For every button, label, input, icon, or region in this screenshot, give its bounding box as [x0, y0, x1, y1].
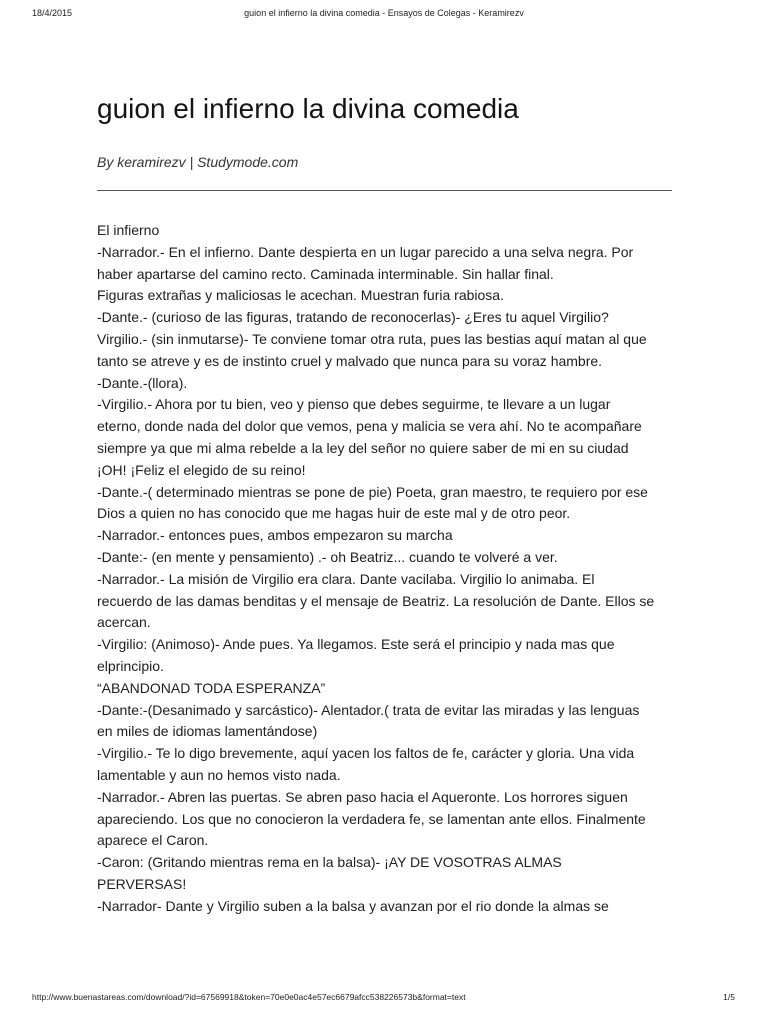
body-text-line: ¡OH! ¡Feliz el elegido de su reino!	[97, 461, 306, 478]
body-text-line: eterno, donde nada del dolor que vemos, pena y malicia se vera ahí. No te acompañare	[97, 418, 642, 435]
print-date: 18/4/2015	[32, 8, 73, 18]
body-text-line: -Virgilio.- Te lo digo brevemente, aquí yacen los faltos de fe, carácter y gloria. Una vida	[97, 745, 635, 762]
body-text-line: -Dante.-(llora).	[97, 374, 188, 391]
body-text-line: siempre ya que mi alma rebelde a la ley del señor no quiere saber de mi en su ciudad	[97, 439, 629, 456]
body-text-line: -Narrador.- Abren las puertas. Se abren paso hacia el Aqueronte. Los horrores siguen	[97, 788, 628, 805]
print-page-title: guion el infierno la divina comedia - Ensayos de Colegas - Keramirezv	[244, 8, 524, 18]
body-text-line: apareciendo. Los que no conocieron la verdadera fe, se lamentan ante ellos. Finalmente	[97, 810, 646, 827]
body-text-line: -Dante.- (curioso de las figuras, tratando de reconocerlas)- ¿Eres tu aquel Virgilio?	[97, 309, 609, 326]
body-text-line: recuerdo de las damas benditas y el mensaje de Beatriz. La resolución de Dante. Ellos se	[97, 592, 655, 609]
body-text-line: -Virgilio: (Animoso)- Ande pues. Ya llegamos. Este será el principio y nada mas que	[97, 636, 615, 653]
page-number: 1/5	[723, 992, 735, 1002]
byline: By keramirezv | Studymode.com	[97, 154, 299, 170]
body-text-line: -Narrador- Dante y Virgilio suben a la balsa y avanzan por el rio donde la almas se	[97, 897, 609, 914]
body-text-line: -Narrador.- La misión de Virgilio era clara. Dante vacilaba. Virgilio lo animaba. El	[97, 570, 595, 587]
title-divider	[97, 190, 672, 191]
body-text-line: -Dante:- (en mente y pensamiento) .- oh Beatriz... cuando te volveré a ver.	[97, 548, 558, 565]
body-text-line: -Narrador.- En el infierno. Dante despierta en un lugar parecido a una selva negra. Por	[97, 243, 634, 260]
body-text-line: lamentable y aun no hemos visto nada.	[97, 766, 341, 783]
print-footer	[0, 992, 768, 1006]
body-text-line: acercan.	[97, 614, 151, 631]
body-text-line: Virgilio.- (sin inmutarse)- Te conviene tomar otra ruta, pues las bestias aquí matan al que	[97, 330, 647, 347]
document-body	[97, 220, 675, 918]
body-text-line: -Dante:-(Desanimado y sarcástico)- Alentador.( trata de evitar las miradas y las lenguas	[97, 701, 640, 718]
body-text-line: aparece el Caron.	[97, 832, 209, 849]
document-title: guion el infierno la divina comedia	[97, 93, 519, 124]
body-text-line: Dios a quien no has conocido que me hagas huir de este mal y de otro peor.	[97, 505, 571, 522]
print-url: http://www.buenastareas.com/download/?id=67569918&token=70e0e0ac4e57ec6679afcc538226573b&format=text	[32, 992, 466, 1002]
body-text-line: en miles de idiomas lamentándose)	[97, 723, 318, 740]
body-text-line: -Dante.-( determinado mientras se pone de pie) Poeta, gran maestro, te requiero por ese	[97, 483, 648, 500]
body-text-line: elprincipio.	[97, 657, 164, 674]
body-text-line: -Caron: (Gritando mientras rema en la balsa)- ¡AY DE VOSOTRAS ALMAS	[97, 854, 562, 871]
print-header	[0, 8, 768, 24]
body-text-line: “ABANDONAD TODA ESPERANZA”	[97, 679, 326, 696]
body-text-line: -Narrador.- entonces pues, ambos empezaron su marcha	[97, 527, 453, 544]
body-text-line: tanto se atreve y es de instinto cruel y malvado que nunca para su voraz hambre.	[97, 352, 603, 369]
body-text-line: PERVERSAS!	[97, 875, 187, 892]
body-text-line: El infierno	[97, 222, 160, 238]
body-text-line: -Virgilio.- Ahora por tu bien, veo y pienso que debes seguirme, te llevare a un lugar	[97, 396, 611, 413]
body-text-line: Figuras extrañas y maliciosas le acechan. Muestran furia rabiosa.	[97, 287, 504, 304]
body-text-line: haber apartarse del camino recto. Caminada interminable. Sin hallar final.	[97, 265, 554, 282]
